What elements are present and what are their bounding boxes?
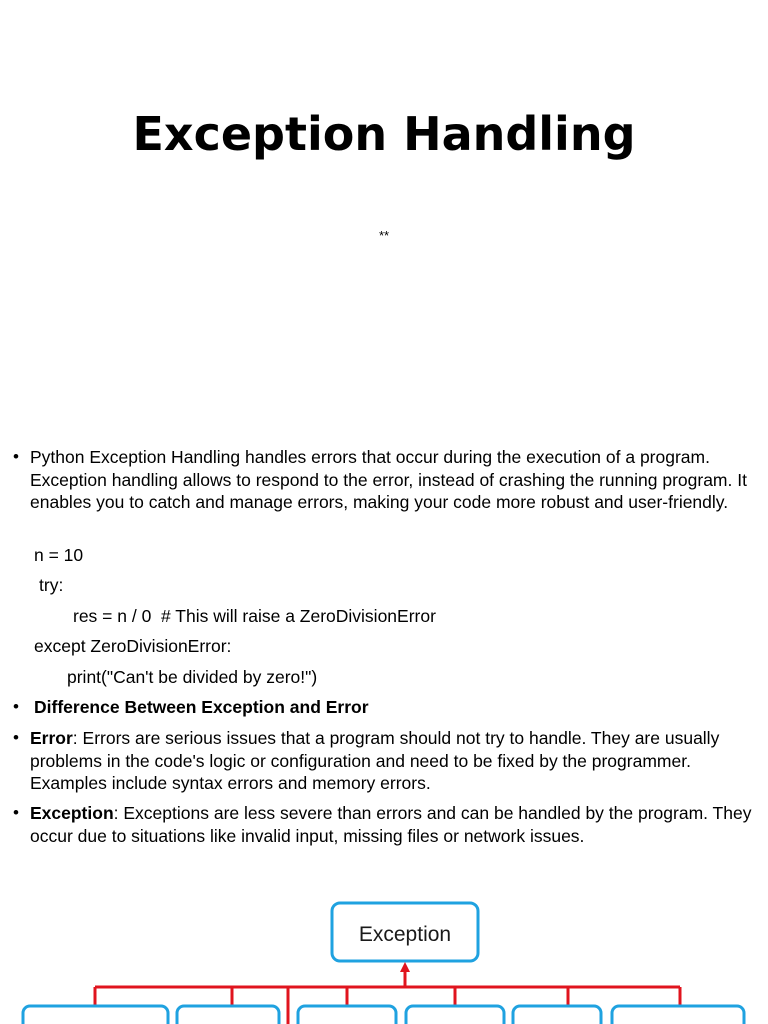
code-line-5: print("Can't be divided by zero!") <box>67 667 318 687</box>
subtitle: ** <box>378 228 390 243</box>
code-line-1: n = 10 <box>34 545 84 565</box>
exception-term: Exception <box>30 803 114 823</box>
error-term: Error <box>30 728 73 748</box>
code-line-3: res = n / 0 # This will raise a ZeroDivisionError <box>73 606 436 626</box>
child-node-box <box>513 1006 601 1024</box>
root-node-label: Exception <box>358 923 452 946</box>
code-line-4: except ZeroDivisionError: <box>34 636 232 656</box>
intro-paragraph: Python Exception Handling handles errors that occur during the execution of a program. Exception handling allows to respond to the error, instead of crashing the running program. It enables you to catch and manage errors, making your code more robust and user-friendly. <box>30 447 747 512</box>
code-line-2: try: <box>39 575 64 595</box>
page-title: Exception Handling <box>132 107 636 161</box>
error-description: : Errors are serious issues that a program should not try to handle. They are usually problems in the code's logic or configuration and need to be fixed by the programmer. Examples include syntax errors and memory errors. <box>30 728 720 793</box>
child-node-box <box>23 1006 168 1024</box>
child-node-box <box>177 1006 279 1024</box>
bullet-marker: • <box>13 697 19 716</box>
exception-description: : Exceptions are less severe than errors and can be handled by the program. They occur due to situations like invalid input, missing files or network issues. <box>30 803 752 846</box>
error-paragraph <box>30 727 758 795</box>
bullet-marker: • <box>13 447 19 466</box>
child-node-box <box>298 1006 396 1024</box>
child-node-box <box>612 1006 744 1024</box>
exception-paragraph <box>30 802 758 847</box>
bullet-marker: • <box>13 728 19 747</box>
difference-heading: Difference Between Exception and Error <box>34 697 369 717</box>
bullet-marker: • <box>13 803 19 822</box>
child-node-box <box>406 1006 504 1024</box>
exception-hierarchy-diagram <box>20 894 748 1024</box>
